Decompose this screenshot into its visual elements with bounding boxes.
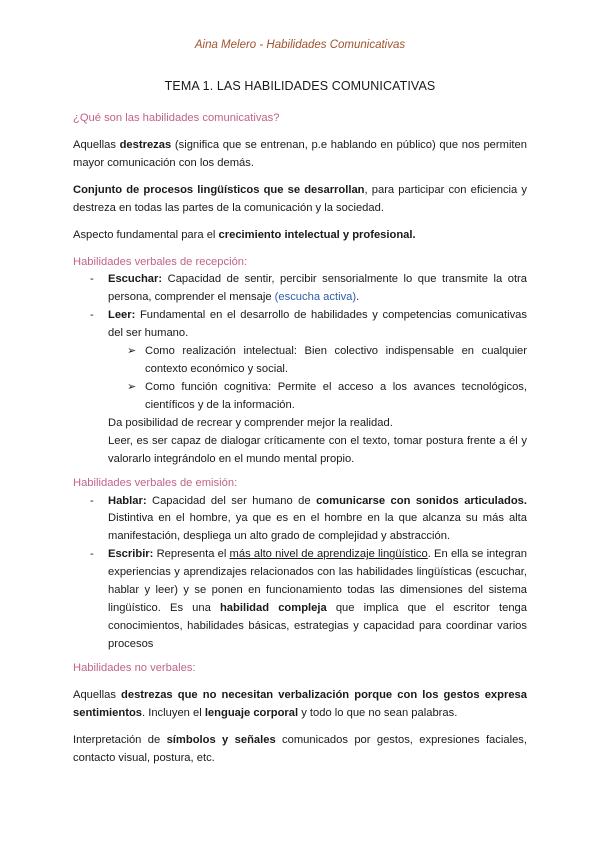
page-header: Aina Melero - Habilidades Comunicativas xyxy=(194,39,406,51)
arrow-bullet-icon: ➢ xyxy=(127,345,137,358)
leer-continuation-1: Da posibilidad de recrear y comprender mejor la realidad. xyxy=(108,416,393,429)
section-heading-no-verbales: Habilidades no verbales: xyxy=(73,661,196,674)
list-item-leer: - Leer: Fundamental en el desarrollo de habilidades y competencias comunicativas del ser humano. xyxy=(90,309,527,340)
paragraph-destrezas: Aquellas destrezas (significa que se entrenan, p.e hablando en público) que nos permiten mayor comunicación con los demás. xyxy=(73,138,527,169)
section-heading-que-son: ¿Qué son las habilidades comunicativas? xyxy=(73,112,280,124)
paragraph-no-verbales-2: Interpretación de símbolos y señales comunicados por gestos, expresiones faciales, contacto visual, postura, etc. xyxy=(73,733,527,764)
emision-list xyxy=(73,493,527,654)
list-item-hablar: - Hablar: Capacidad del ser humano de comunicarse con sonidos articulados. Distintiva en el hombre, ya que es en el hombre en la que alcanza su más alta manifestación, despliega un alto grado de complejidad y abstracción. xyxy=(90,494,527,543)
paragraph-aspecto: Aspecto fundamental para el crecimiento intelectual y profesional. xyxy=(73,228,416,241)
list-item-escuchar: - Escuchar: Capacidad de sentir, percibir sensorialmente lo que transmite la otra persona, comprender el mensaje (escucha activa). xyxy=(90,273,527,304)
section-heading-recepcion: Habilidades verbales de recepción: xyxy=(73,255,248,268)
section-heading-emision: Habilidades verbales de emisión: xyxy=(73,476,238,489)
document-body xyxy=(73,110,527,767)
sublist-item-cognitiva: ➢ Como función cognitiva: Permite el acceso a los avances tecnológicos, científicos y de la información. xyxy=(127,380,527,411)
leer-continuation-2: Leer, es ser capaz de dialogar críticamente con el texto, tomar postura frente a él y valorarlo integrándolo en el mundo mental propio. xyxy=(108,434,527,465)
paragraph-conjunto: Conjunto de procesos lingüísticos que se desarrollan, para participar con eficiencia y destreza en todas las partes de la comunicación y la sociedad. xyxy=(73,183,527,214)
page-title: TEMA 1. LAS HABILIDADES COMUNICATIVAS xyxy=(164,79,436,93)
sublist-item-intelectual: ➢ Como realización intelectual: Bien colectivo indispensable en cualquier contexto económico y social. xyxy=(127,345,527,376)
arrow-bullet-icon: ➢ xyxy=(127,380,137,393)
list-item-escribir: - Escribir: Representa el más alto nivel de aprendizaje lingüístico. En ella se integran experiencias y aprendizajes relacionados con las habilidades lingüísticas (escuchar, hablar y leer) y se ponen en funcionamiento todas las dimensiones del sistema lingüístico. Es una habilidad compleja que implica que el escritor tenga conocimientos, habilidades básicas, estrategias y capacidad para coordinar varios procesos xyxy=(90,548,527,650)
recepcion-list xyxy=(73,271,527,468)
paragraph-no-verbales-1: Aquellas destrezas que no necesitan verbalización porque con los gestos expresa sentimientos. Incluyen el lenguaje corporal y todo lo que no sean palabras. xyxy=(73,688,527,719)
